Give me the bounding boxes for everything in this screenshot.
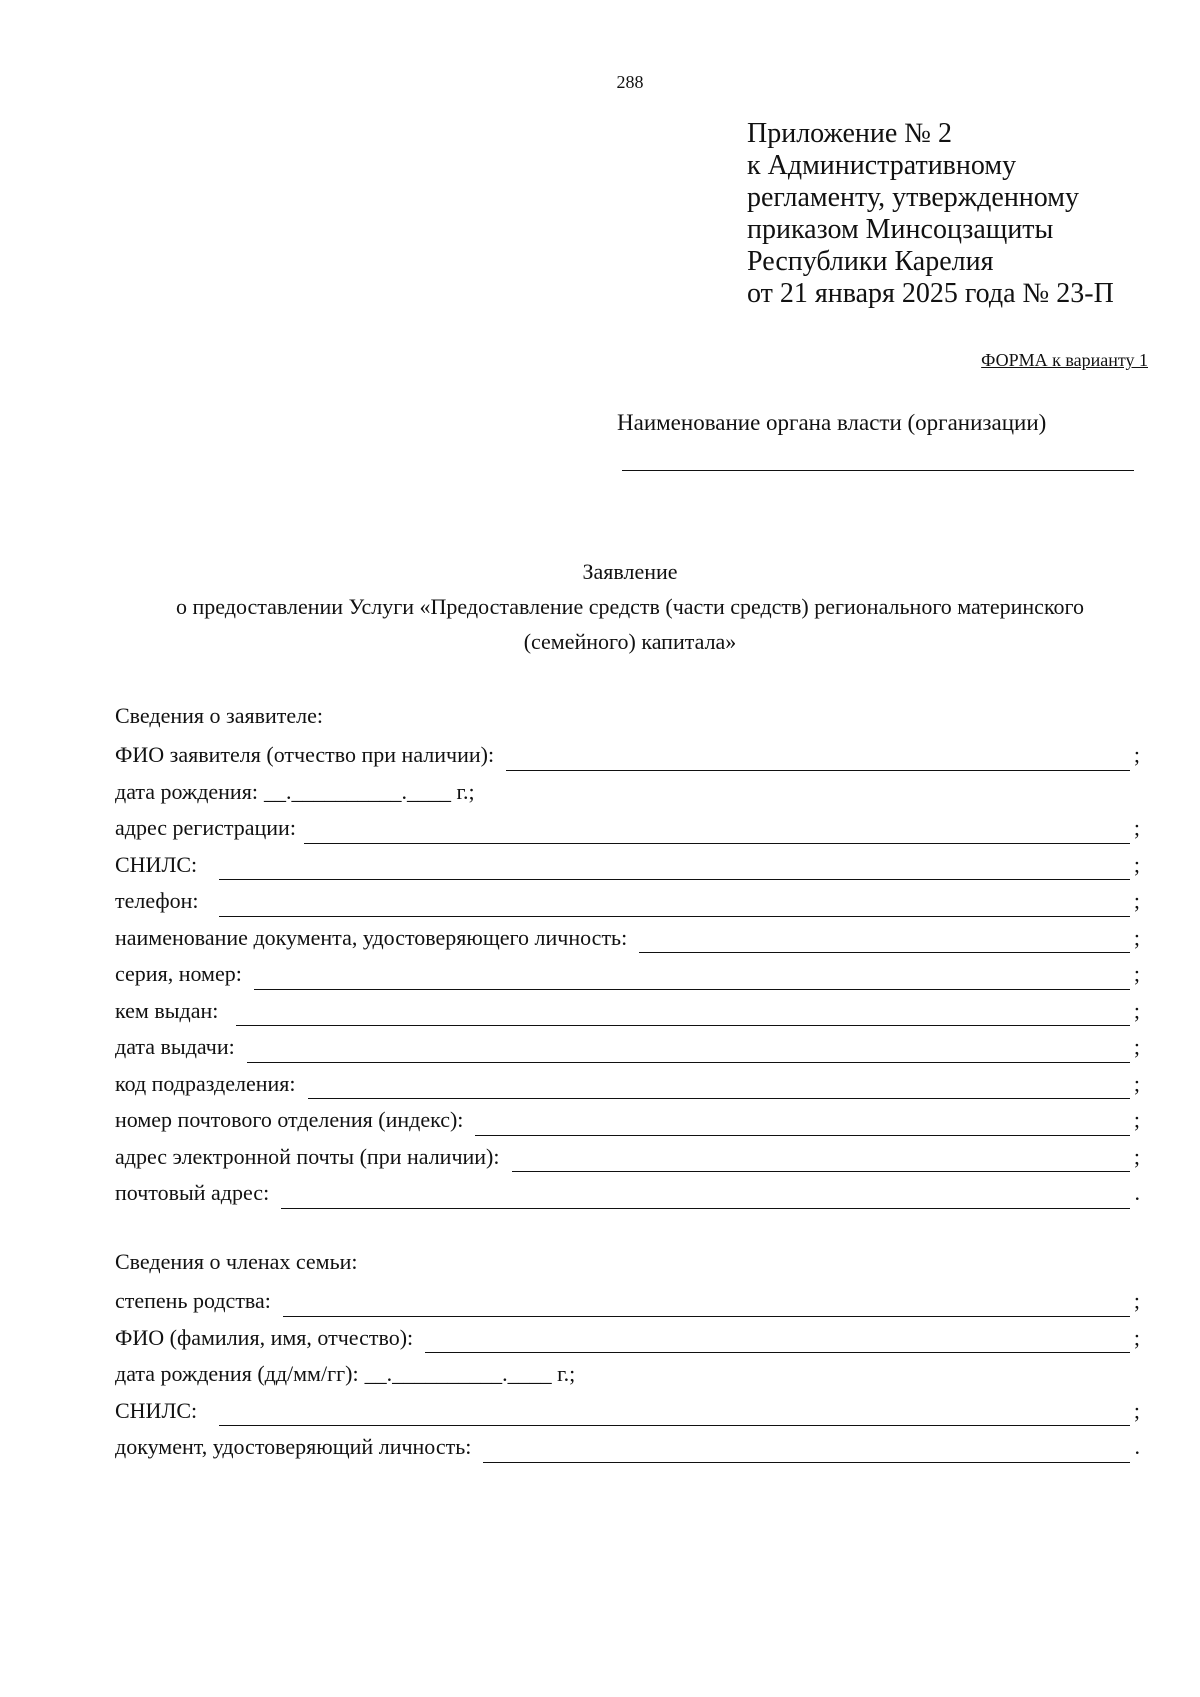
title-line: о предоставлении Услуги «Предоставление средств (части средств) регионального материнского xyxy=(176,594,1084,619)
field-row-phone xyxy=(115,883,1140,920)
field-terminator: ; xyxy=(1133,1324,1140,1350)
field-label: СНИЛС: xyxy=(115,851,198,877)
field-label: номер почтового отделения (индекс): xyxy=(115,1107,464,1133)
field-label: почтовый адрес: xyxy=(115,1180,270,1206)
field-row-postal-index xyxy=(115,1102,1140,1139)
field-row-family-birth-date xyxy=(115,1356,1140,1393)
field-row-family-snils xyxy=(115,1393,1140,1430)
field-row-issue-date xyxy=(115,1029,1140,1066)
applicant-section-heading: Сведения о заявителе: xyxy=(115,703,324,728)
title-line: Заявление xyxy=(582,559,678,584)
field-row-applicant-fio xyxy=(115,737,1140,774)
field-blank-line[interactable] xyxy=(283,1294,1130,1317)
appendix-line: регламенту, утвержденному xyxy=(747,182,1079,213)
field-row-id-document-name xyxy=(115,920,1140,957)
date-template[interactable]: __.__________.____ г.; xyxy=(263,778,475,804)
field-row-registration-address xyxy=(115,810,1140,847)
field-label: ФИО заявителя (отчество при наличии): xyxy=(115,742,495,768)
field-label: СНИЛС: xyxy=(115,1397,198,1423)
appendix-line: Республики Карелия xyxy=(747,246,994,277)
field-terminator: . xyxy=(1134,1434,1140,1460)
applicant-fields xyxy=(115,737,1140,1212)
field-terminator: ; xyxy=(1133,742,1140,768)
field-label: степень родства: xyxy=(115,1288,271,1314)
field-label: адрес электронной почты (при наличии): xyxy=(115,1143,500,1169)
field-terminator: ; xyxy=(1133,924,1140,950)
family-fields xyxy=(115,1283,1140,1466)
field-label: документ, удостоверяющий личность: xyxy=(115,1434,472,1460)
field-label: телефон: xyxy=(115,888,199,914)
appendix-line: от 21 января 2025 года № 23-П xyxy=(747,278,1114,309)
field-blank-line[interactable] xyxy=(247,1040,1130,1063)
field-terminator: ; xyxy=(1133,997,1140,1023)
field-terminator: ; xyxy=(1133,961,1140,987)
field-label: дата рождения (дд/мм/гг): xyxy=(115,1361,359,1387)
field-blank-line[interactable] xyxy=(512,1149,1131,1172)
field-label: наименование документа, удостоверяющего личность: xyxy=(115,924,628,950)
authority-label: Наименование органа власти (организации) xyxy=(617,410,1047,435)
field-blank-line[interactable] xyxy=(425,1330,1130,1353)
field-blank-line[interactable] xyxy=(308,1076,1130,1099)
field-label: код подразделения: xyxy=(115,1070,296,1096)
field-label: кем выдан: xyxy=(115,997,219,1023)
field-label: дата выдачи: xyxy=(115,1034,235,1060)
field-label: серия, номер: xyxy=(115,961,242,987)
field-terminator: ; xyxy=(1133,888,1140,914)
field-terminator: ; xyxy=(1133,851,1140,877)
date-template[interactable]: __.__________.____ г.; xyxy=(364,1361,576,1387)
field-blank-line[interactable] xyxy=(506,748,1130,771)
field-label: ФИО (фамилия, имя, отчество): xyxy=(115,1324,414,1350)
field-blank-line[interactable] xyxy=(483,1440,1130,1463)
field-row-snils xyxy=(115,847,1140,884)
appendix-line: приказом Минсоцзащиты xyxy=(747,214,1054,245)
field-terminator: ; xyxy=(1133,1143,1140,1169)
field-row-birth-date xyxy=(115,774,1140,811)
field-row-issued-by xyxy=(115,993,1140,1030)
field-blank-line[interactable] xyxy=(219,894,1130,917)
page-number: 288 xyxy=(616,72,644,92)
field-blank-line[interactable] xyxy=(219,1403,1130,1426)
field-row-relationship xyxy=(115,1283,1140,1320)
field-terminator: ; xyxy=(1133,1034,1140,1060)
field-blank-line[interactable] xyxy=(304,821,1130,844)
field-blank-line[interactable] xyxy=(639,930,1130,953)
field-blank-line[interactable] xyxy=(254,967,1130,990)
appendix-block xyxy=(747,118,1114,310)
appendix-line: Приложение № 2 xyxy=(747,118,952,149)
form-variant-label: ФОРМА к варианту 1 xyxy=(981,350,1148,370)
field-blank-line[interactable] xyxy=(236,1003,1130,1026)
field-row-family-fio xyxy=(115,1320,1140,1357)
document-title xyxy=(100,554,1160,659)
field-row-series-number xyxy=(115,956,1140,993)
field-blank-line[interactable] xyxy=(281,1186,1130,1209)
field-blank-line[interactable] xyxy=(475,1113,1130,1136)
field-terminator: ; xyxy=(1133,1288,1140,1314)
field-terminator: ; xyxy=(1133,1070,1140,1096)
field-label: адрес регистрации: xyxy=(115,815,296,841)
field-terminator: ; xyxy=(1133,1397,1140,1423)
appendix-line: к Административному xyxy=(747,150,1017,181)
field-row-postal-address xyxy=(115,1175,1140,1212)
field-label: дата рождения: xyxy=(115,778,258,804)
field-terminator: ; xyxy=(1133,815,1140,841)
title-line: (семейного) капитала» xyxy=(523,629,737,654)
field-terminator: ; xyxy=(1133,1107,1140,1133)
field-blank-line[interactable] xyxy=(219,857,1130,880)
field-terminator: . xyxy=(1134,1180,1140,1206)
authority-blank-line[interactable] xyxy=(622,470,1134,471)
field-row-division-code xyxy=(115,1066,1140,1103)
field-row-email xyxy=(115,1139,1140,1176)
family-section-heading: Сведения о членах семьи: xyxy=(115,1249,358,1274)
field-row-family-id-document xyxy=(115,1429,1140,1466)
